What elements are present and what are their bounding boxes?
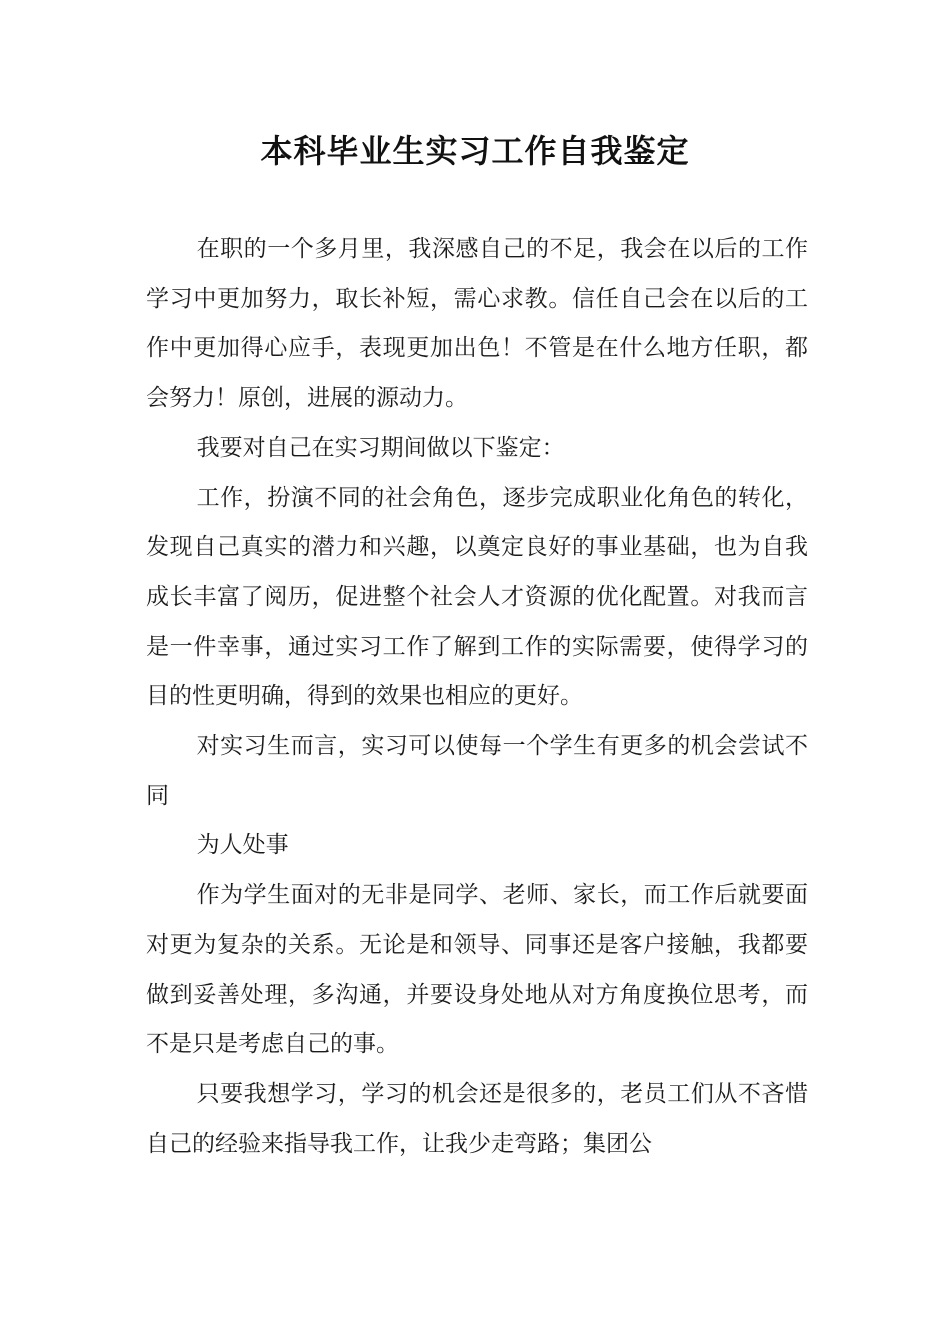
paragraph: 我要对自己在实习期间做以下鉴定： [196,434,565,461]
paragraph: 只要我想学习，学习的机会还是很多的，老员工们从不吝惜自己的经验来指导我工作，让我少走弯路；集团公 [146,1080,808,1157]
document-body [146,225,808,1169]
document-title: 本科毕业生实习工作自我鉴定 [260,132,690,170]
paragraph: 作为学生面对的无非是同学、老师、家长，而工作后就要面对更为复杂的关系。无论是和领导、同事还是客户接触，我都要做到妥善处理，多沟通，并要设身处地从对方角度换位思考，而不是只是考虑自己的事。 [146,882,808,1058]
paragraph: 为人处事 [196,832,289,859]
paragraph: 对实习生而言，实习可以使每一个学生有更多的机会尝试不同 [146,733,808,809]
paragraph: 在职的一个多月里，我深感自己的不足，我会在以后的工作学习中更加努力，取长补短，需心求教。信任自己会在以后的工作中更加得心应手，表现更加出色！不管是在什么地方任职，都会努力！原创，进展的源动力。 [146,236,808,412]
paragraph: 工作，扮演不同的社会角色，逐步完成职业化角色的转化，发现自己真实的潜力和兴趣，以奠定良好的事业基础，也为自我成长丰富了阅历，促进整个社会人才资源的优化配置。对我而言是一件幸事，通过实习工作了解到工作的实际需要，使得学习的目的性更明确，得到的效果也相应的更好。 [146,484,808,710]
